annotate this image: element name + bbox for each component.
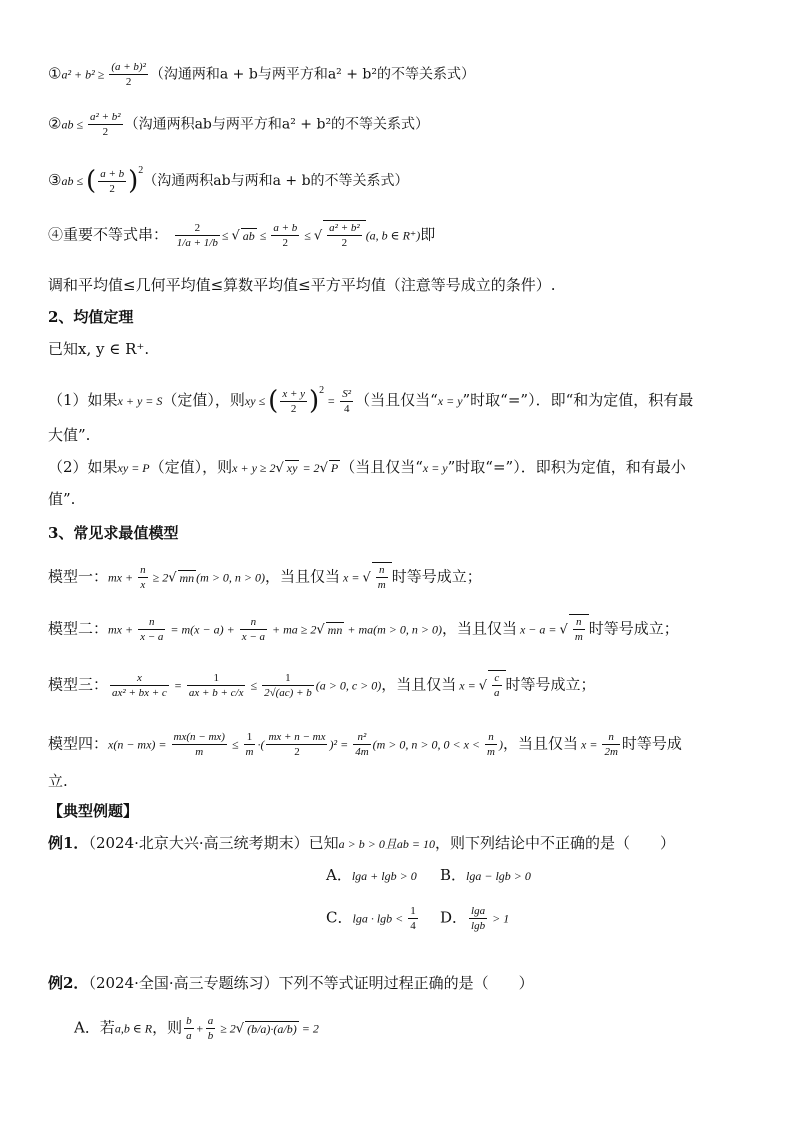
example-1: 例1．（2024·北京大兴·高三统考期末）已知a > b > 0且ab = 10，则下列结论中不正确的是（ ） xyxy=(48,834,675,852)
formula: a² + b² ≥ xyxy=(61,67,108,82)
fraction: $\frac{\text{a² + b²}}{2}$ xyxy=(90,111,121,138)
section-heading: 2、均值定理 xyxy=(48,308,134,326)
item-marker: ④重要不等式串： xyxy=(48,225,169,244)
examples-heading: 【典型例题】 xyxy=(48,802,139,820)
example-2-option-a[interactable]: A．若a,b ∈ R，则 $\frac{b}{a}$ + $\frac{a}{b}$ ≥ 2√ (b/a)·(a/b) = 2 xyxy=(74,1015,319,1042)
fraction: $\frac{\text{(a + b)²}}{2}$ xyxy=(111,61,146,88)
theorem-part-2: （2）如果xy = P（定值），则x + y ≥ 2√ xy = 2√ P （当且仅当“x = y”时取“=”）．即积为定值，和有最小 xyxy=(48,458,686,476)
mean-chain-text: 调和平均值≤几何平均值≤算数平均值≤平方平均值（注意等号成立的条件）. xyxy=(48,276,556,294)
example-1-option-d[interactable]: D． $\frac{\lg a}{\lg b}$ > 1 xyxy=(440,905,510,932)
formula: ab ≤ xyxy=(61,117,87,132)
section-heading: 3、常见求最值模型 xyxy=(48,524,179,542)
inequality-item-1 xyxy=(48,60,475,89)
model-4: 模型四：x(n − mx) = $\frac{mx(n - mx)}{m}$ ≤ $\frac{1}{m}$ ·( $\frac{mx + n - mx}{2}$ )² = $\frac{\text{n²}}{4m}$ (m > 0, n > 0, 0 < x < $\frac{n}{m}$ )，当且仅当 x = $\frac{n}{2m}$ 时等号成 xyxy=(48,731,682,758)
inequality-item-4: ④重要不等式串： $\frac{2}{1/a + 1/b}$ ≤ √ ab ≤ $\frac{a + b}{2}$ ≤ √ $\frac{\text{a² + b²}}{2}$ (a, b ∈ R⁺)即 xyxy=(48,222,436,249)
model-3: 模型三： $\frac{x}{\text{ax² + bx + c}}$ = $\frac{1}{ax + b + c/x}$ ≤ $\frac{1}{2√(ac) + b}$ (a > 0, c > 0)，当且仅当 x = √ $\frac{c}{a}$ 时等号成立； xyxy=(48,672,596,699)
example-1-option-b[interactable]: B．lga − lgb > 0 xyxy=(440,866,531,884)
fraction: $\frac{a + b}{2}$ xyxy=(100,167,125,195)
example-1-option-c[interactable]: C．lga · lgb < $\frac{1}{4}$ xyxy=(326,905,416,932)
theorem-part-1: （1）如果x + y = S（定值），则xy ≤ ( $\frac{x + y}{2}$ )$^2$ = $\frac{\text{S²}}{4}$ （当且仅当“x = y”时取“=”）．即“和为定值，积有最 xyxy=(48,385,694,416)
item-note: （沟通两积ab与两平方和a² + b²的不等关系式） xyxy=(124,116,430,133)
theorem-part-1-cont: 大值”. xyxy=(48,426,91,444)
item-marker: ① xyxy=(48,64,62,83)
item-marker: ② xyxy=(48,114,62,133)
model-2: 模型二：mx + $\frac{n}{x - a}$ = m(x − a) + $\frac{n}{x - a}$ + ma ≥ 2√ mn + ma(m > 0, n > 0)，当且仅当 x − a = √ $\frac{n}{m}$ 时等号成立； xyxy=(48,616,679,643)
example-2: 例2．（2024·全国·高三专题练习）下列不等式证明过程正确的是（ ） xyxy=(48,974,534,992)
arithmetic-mean: $\frac{a + b}{2}$ xyxy=(273,222,298,249)
item-note: （沟通两和a + b与两平方和a² + b²的不等关系式） xyxy=(149,66,475,83)
model-4-cont: 立. xyxy=(48,772,68,790)
inequality-item-2 xyxy=(48,110,429,139)
harmonic-mean: $\frac{2}{1/a + 1/b}$ xyxy=(176,222,218,249)
item-note: （沟通两积ab与两和a + b的不等关系式） xyxy=(143,173,409,189)
model-1: 模型一：mx + $\frac{n}{x}$ ≥ 2√ mn (m > 0, n > 0)，当且仅当 x = √ $\frac{n}{m}$ 时等号成立； xyxy=(48,564,482,591)
example-1-option-a[interactable]: A．lga + lgb > 0 xyxy=(326,866,417,884)
formula: ab ≤ xyxy=(61,174,87,188)
inequality-item-3: ③ab ≤ ( $\frac{a + b}{2}$ )$^2$（沟通两积ab与两和a + b的不等关系式） xyxy=(48,165,409,196)
item-marker: ③ xyxy=(48,171,62,189)
theorem-part-2-cont: 值”. xyxy=(48,490,76,508)
given-text: 已知x, y ∈ R⁺. xyxy=(48,340,150,358)
quadratic-mean: $\frac{\text{a² + b²}}{2}$ xyxy=(323,220,366,250)
